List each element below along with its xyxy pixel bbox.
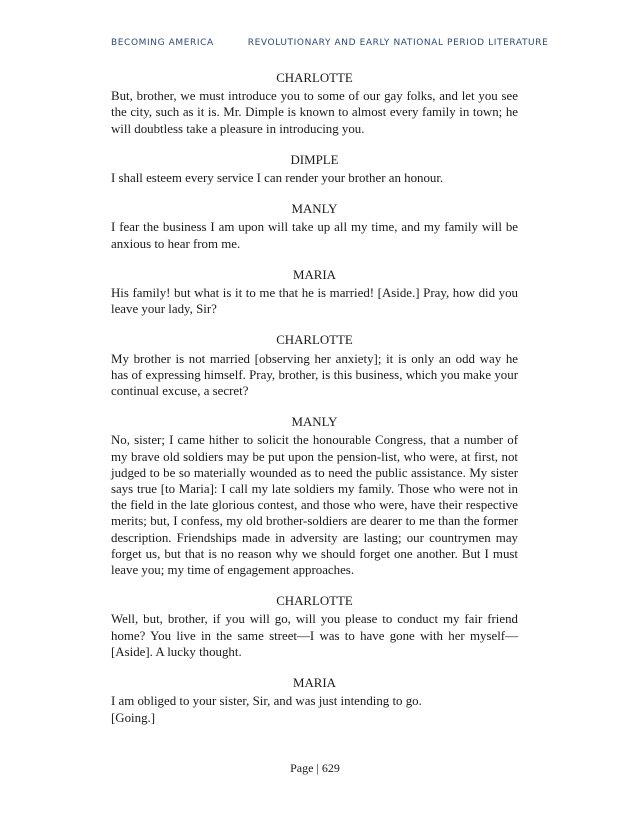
speech-text: I fear the business I am upon will take up all my time, and my family will be anxious to hear from me. bbox=[111, 220, 518, 251]
header-series-title: BECOMING AMERICA bbox=[111, 38, 214, 48]
speaker-name: CHARLOTTE bbox=[276, 71, 353, 85]
dialogue-block bbox=[111, 70, 518, 137]
speaker-name: CHARLOTTE bbox=[276, 594, 353, 609]
running-header bbox=[111, 38, 549, 48]
dialogue-block bbox=[111, 152, 518, 186]
play-text bbox=[111, 70, 518, 741]
speaker-name: CHARLOTTE bbox=[276, 333, 353, 348]
header-section-title: REVOLUTIONARY AND EARLY NATIONAL PERIOD LITERATURE bbox=[247, 38, 549, 48]
speech-text: I shall esteem every service I can render your brother an honour. bbox=[111, 171, 444, 186]
dialogue-block bbox=[111, 201, 518, 252]
speaker-name: MARIA bbox=[293, 676, 336, 691]
speech-text: Well, but, brother, if you will go, will you please to conduct my fair friend home? You live in the same street—I was to have gone with her myself— [Aside]. A lucky thought. bbox=[111, 612, 518, 659]
speech-text: My brother is not married [observing her anxiety]; it is only an odd way he has of expressing himself. Pray, brother, is this business, which you make your continual excuse, a secret? bbox=[111, 351, 518, 399]
speaker-name: DIMPLE bbox=[290, 152, 339, 167]
dialogue-block bbox=[111, 593, 518, 660]
dialogue-block bbox=[111, 675, 518, 726]
speaker-name: MANLY bbox=[291, 415, 338, 430]
speech-text: I am obliged to your sister, Sir, and was just intending to go. bbox=[111, 694, 422, 709]
dialogue-block bbox=[111, 267, 518, 318]
page-number: Page | 629 bbox=[290, 761, 340, 775]
speech-text: No, sister; I came hither to solicit the honourable Congress, that a number of my brave old soldiers may be put upon the pension-list, who were, at first, not judged to be so materially wounded as to need the public assistance. My sister says true [to Maria]: I call my late soldiers my family. Those who were not in the field in the late glorious contest, and those who were, have their respective merits; but, I confess, my old brother-soldiers are dearer to me than the former description. Friendships made in adversity are lasting; our countrymen may forget us, but that is no reason why we should forget one another. But I must leave you; my time of engagement approaches. bbox=[111, 433, 518, 578]
speech-text: His family! but what is it to me that he is married! [Aside.] Pray, how did you leave your lady, Sir? bbox=[111, 286, 518, 317]
dialogue-block bbox=[111, 332, 518, 399]
speaker-name: MANLY bbox=[291, 202, 338, 217]
stage-direction: [Going.] bbox=[111, 710, 156, 725]
dialogue-block bbox=[111, 414, 518, 578]
speaker-name: MARIA bbox=[293, 267, 336, 282]
speech-text: But, brother, we must introduce you to some of our gay folks, and let you see the city, such as it is. Mr. Dimple is known to almost every family in town; he will doubtless take a pleasure in introducing you. bbox=[111, 89, 518, 136]
